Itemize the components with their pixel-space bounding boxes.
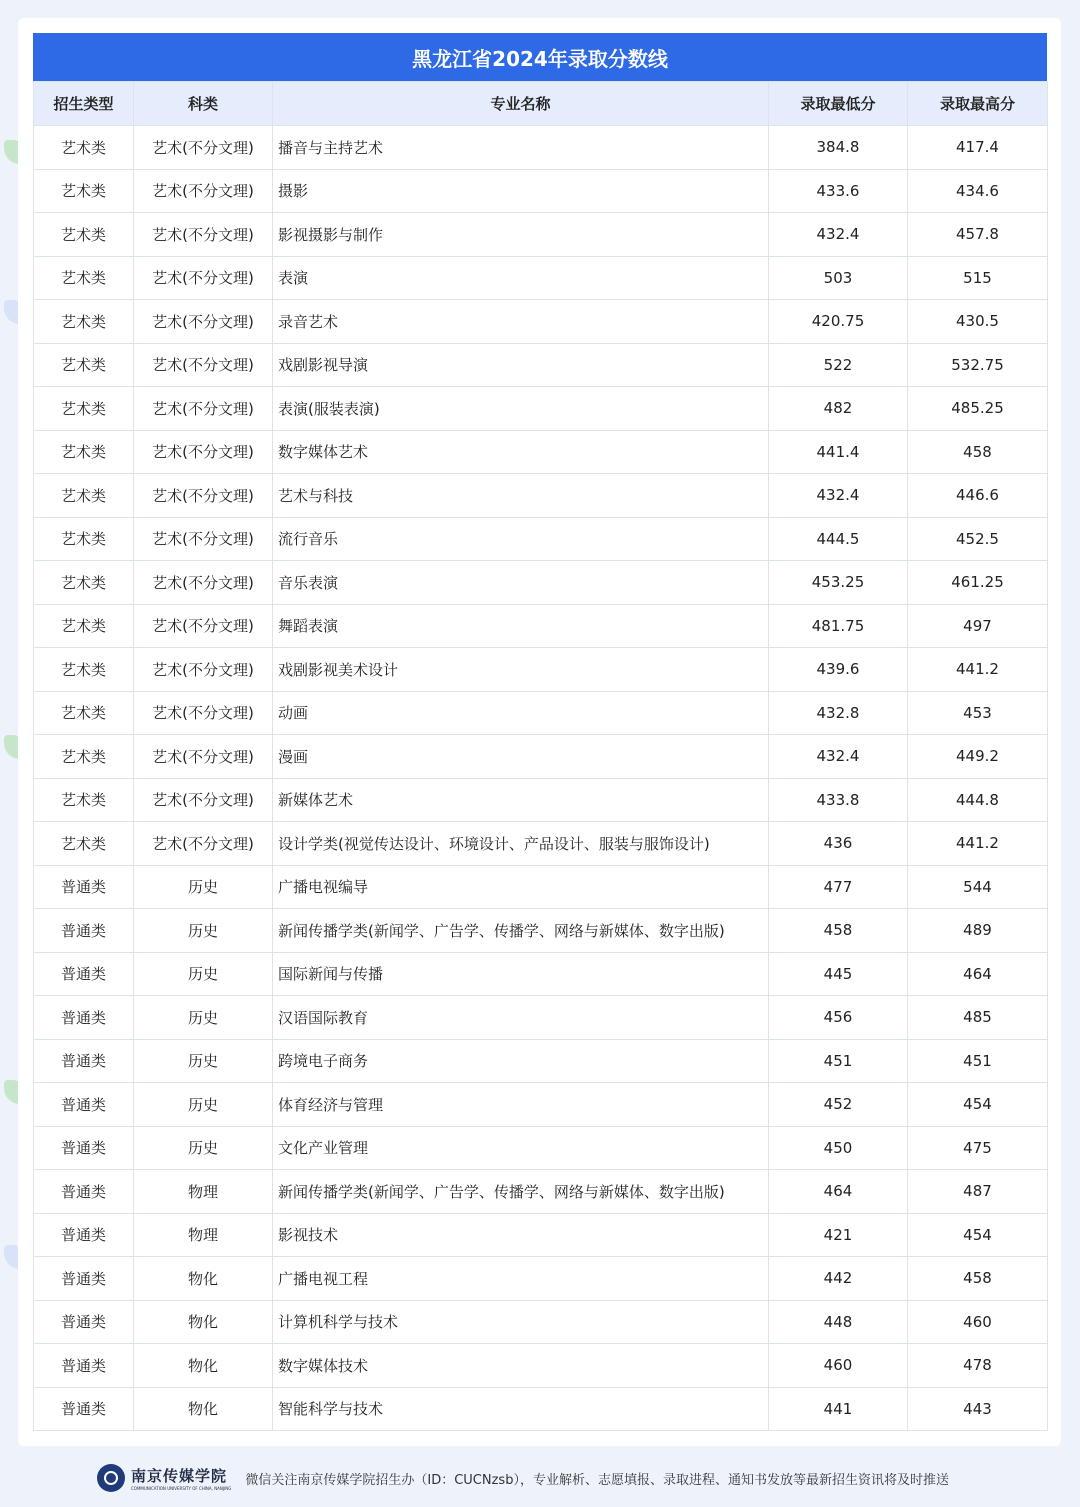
- table-title: 黑龙江省2024年录取分数线: [33, 33, 1047, 81]
- cell-enrollment-type: 艺术类: [34, 213, 134, 257]
- footer-notice: 微信关注南京传媒学院招生办（ID：CUCNzsb），专业解析、志愿填报、录取进程、通知书发放等最新招生资讯将及时推送: [245, 1472, 949, 1488]
- cell-min-score: 432.4: [769, 735, 908, 779]
- cell-min-score: 432.8: [769, 691, 908, 735]
- cell-subject: 艺术(不分文理): [134, 169, 273, 213]
- cell-min-score: 436: [769, 822, 908, 866]
- table-row: [34, 1083, 1048, 1127]
- cell-subject: 历史: [134, 1083, 273, 1127]
- cell-min-score: 456: [769, 996, 908, 1040]
- cell-major-name: 新闻传播学类(新闻学、广告学、传播学、网络与新媒体、数字出版): [273, 909, 769, 953]
- cell-major-name: 数字媒体技术: [273, 1344, 769, 1388]
- cell-subject: 艺术(不分文理): [134, 648, 273, 692]
- cell-major-name: 数字媒体艺术: [273, 430, 769, 474]
- cell-max-score: 532.75: [908, 343, 1048, 387]
- cell-major-name: 跨境电子商务: [273, 1039, 769, 1083]
- cell-min-score: 420.75: [769, 300, 908, 344]
- footer: [97, 1462, 949, 1494]
- logo-chinese-name: 南京传媒学院: [131, 1467, 228, 1485]
- cell-min-score: 432.4: [769, 213, 908, 257]
- cell-enrollment-type: 艺术类: [34, 561, 134, 605]
- cell-subject: 艺术(不分文理): [134, 561, 273, 605]
- cell-min-score: 439.6: [769, 648, 908, 692]
- cell-major-name: 播音与主持艺术: [273, 126, 769, 170]
- cell-enrollment-type: 艺术类: [34, 169, 134, 213]
- cell-min-score: 522: [769, 343, 908, 387]
- cell-max-score: 452.5: [908, 517, 1048, 561]
- cell-min-score: 448: [769, 1300, 908, 1344]
- table-row: [34, 387, 1048, 431]
- cell-major-name: 国际新闻与传播: [273, 952, 769, 996]
- cell-major-name: 体育经济与管理: [273, 1083, 769, 1127]
- cell-major-name: 影视技术: [273, 1213, 769, 1257]
- cell-enrollment-type: 普通类: [34, 1039, 134, 1083]
- cell-subject: 艺术(不分文理): [134, 778, 273, 822]
- cell-max-score: 434.6: [908, 169, 1048, 213]
- cell-min-score: 433.6: [769, 169, 908, 213]
- cell-max-score: 443: [908, 1387, 1048, 1431]
- cell-max-score: 515: [908, 256, 1048, 300]
- cell-min-score: 441.4: [769, 430, 908, 474]
- table-row: [34, 1300, 1048, 1344]
- cell-subject: 历史: [134, 865, 273, 909]
- table-row: [34, 430, 1048, 474]
- table-row: [34, 1344, 1048, 1388]
- cell-enrollment-type: 艺术类: [34, 387, 134, 431]
- cell-major-name: 流行音乐: [273, 517, 769, 561]
- cell-major-name: 新闻传播学类(新闻学、广告学、传播学、网络与新媒体、数字出版): [273, 1170, 769, 1214]
- cell-major-name: 智能科学与技术: [273, 1387, 769, 1431]
- table-row: [34, 604, 1048, 648]
- cell-max-score: 487: [908, 1170, 1048, 1214]
- cell-max-score: 444.8: [908, 778, 1048, 822]
- cell-major-name: 计算机科学与技术: [273, 1300, 769, 1344]
- cell-subject: 艺术(不分文理): [134, 822, 273, 866]
- header-enrollment-type: 招生类型: [34, 82, 134, 126]
- cell-max-score: 464: [908, 952, 1048, 996]
- cell-enrollment-type: 普通类: [34, 1083, 134, 1127]
- cell-enrollment-type: 普通类: [34, 909, 134, 953]
- cell-enrollment-type: 普通类: [34, 952, 134, 996]
- cell-subject: 历史: [134, 952, 273, 996]
- cell-subject: 艺术(不分文理): [134, 213, 273, 257]
- cell-max-score: 460: [908, 1300, 1048, 1344]
- cell-min-score: 460: [769, 1344, 908, 1388]
- cell-max-score: 485: [908, 996, 1048, 1040]
- cell-major-name: 漫画: [273, 735, 769, 779]
- cell-max-score: 441.2: [908, 648, 1048, 692]
- cell-max-score: 446.6: [908, 474, 1048, 518]
- table-row: [34, 735, 1048, 779]
- cell-subject: 艺术(不分文理): [134, 691, 273, 735]
- table-row: [34, 865, 1048, 909]
- table-row: [34, 213, 1048, 257]
- cell-subject: 历史: [134, 1126, 273, 1170]
- cell-max-score: 417.4: [908, 126, 1048, 170]
- table-row: [34, 126, 1048, 170]
- cell-enrollment-type: 艺术类: [34, 735, 134, 779]
- cell-major-name: 摄影: [273, 169, 769, 213]
- cell-subject: 物化: [134, 1300, 273, 1344]
- table-row: [34, 1170, 1048, 1214]
- cell-min-score: 453.25: [769, 561, 908, 605]
- cell-subject: 物化: [134, 1387, 273, 1431]
- table-row: [34, 1126, 1048, 1170]
- cell-major-name: 影视摄影与制作: [273, 213, 769, 257]
- table-row: [34, 1039, 1048, 1083]
- cell-enrollment-type: 艺术类: [34, 430, 134, 474]
- cell-enrollment-type: 艺术类: [34, 648, 134, 692]
- table-row: [34, 256, 1048, 300]
- header-min-score: 录取最低分: [769, 82, 908, 126]
- cell-enrollment-type: 艺术类: [34, 300, 134, 344]
- cell-min-score: 450: [769, 1126, 908, 1170]
- cell-max-score: 451: [908, 1039, 1048, 1083]
- cell-major-name: 录音艺术: [273, 300, 769, 344]
- university-seal-icon: [97, 1464, 125, 1492]
- cell-subject: 历史: [134, 996, 273, 1040]
- table-row: [34, 1213, 1048, 1257]
- cell-max-score: 453: [908, 691, 1048, 735]
- cell-major-name: 戏剧影视美术设计: [273, 648, 769, 692]
- university-logo: [97, 1464, 231, 1492]
- cell-enrollment-type: 普通类: [34, 1344, 134, 1388]
- cell-major-name: 表演: [273, 256, 769, 300]
- cell-major-name: 动画: [273, 691, 769, 735]
- header-major-name: 专业名称: [273, 82, 769, 126]
- cell-subject: 物化: [134, 1257, 273, 1301]
- cell-major-name: 设计学类(视觉传达设计、环境设计、产品设计、服装与服饰设计): [273, 822, 769, 866]
- cell-enrollment-type: 普通类: [34, 1126, 134, 1170]
- table-row: [34, 778, 1048, 822]
- logo-english-name: COMMUNICATION UNIVERSITY OF CHINA, NANJING: [131, 1486, 232, 1491]
- table-row: [34, 648, 1048, 692]
- cell-subject: 艺术(不分文理): [134, 126, 273, 170]
- cell-max-score: 489: [908, 909, 1048, 953]
- cell-max-score: 457.8: [908, 213, 1048, 257]
- cell-min-score: 452: [769, 1083, 908, 1127]
- cell-major-name: 舞蹈表演: [273, 604, 769, 648]
- cell-max-score: 475: [908, 1126, 1048, 1170]
- cell-min-score: 481.75: [769, 604, 908, 648]
- admission-score-table: [33, 81, 1048, 1431]
- header-subject: 科类: [134, 82, 273, 126]
- cell-subject: 艺术(不分文理): [134, 300, 273, 344]
- cell-enrollment-type: 艺术类: [34, 474, 134, 518]
- table-row: [34, 691, 1048, 735]
- cell-min-score: 432.4: [769, 474, 908, 518]
- cell-major-name: 文化产业管理: [273, 1126, 769, 1170]
- cell-min-score: 451: [769, 1039, 908, 1083]
- cell-max-score: 544: [908, 865, 1048, 909]
- cell-major-name: 广播电视编导: [273, 865, 769, 909]
- cell-enrollment-type: 艺术类: [34, 822, 134, 866]
- cell-subject: 物化: [134, 1344, 273, 1388]
- table-row: [34, 1257, 1048, 1301]
- cell-max-score: 430.5: [908, 300, 1048, 344]
- cell-min-score: 464: [769, 1170, 908, 1214]
- cell-subject: 艺术(不分文理): [134, 387, 273, 431]
- cell-subject: 艺术(不分文理): [134, 604, 273, 648]
- table-row: [34, 300, 1048, 344]
- cell-subject: 历史: [134, 909, 273, 953]
- cell-max-score: 485.25: [908, 387, 1048, 431]
- cell-subject: 物理: [134, 1213, 273, 1257]
- cell-min-score: 421: [769, 1213, 908, 1257]
- table-row: [34, 1387, 1048, 1431]
- table-row: [34, 517, 1048, 561]
- table-row: [34, 474, 1048, 518]
- cell-major-name: 音乐表演: [273, 561, 769, 605]
- cell-major-name: 汉语国际教育: [273, 996, 769, 1040]
- cell-max-score: 441.2: [908, 822, 1048, 866]
- cell-enrollment-type: 艺术类: [34, 343, 134, 387]
- cell-subject: 艺术(不分文理): [134, 256, 273, 300]
- cell-enrollment-type: 普通类: [34, 996, 134, 1040]
- cell-subject: 历史: [134, 1039, 273, 1083]
- cell-enrollment-type: 艺术类: [34, 778, 134, 822]
- cell-enrollment-type: 普通类: [34, 1257, 134, 1301]
- cell-subject: 艺术(不分文理): [134, 517, 273, 561]
- cell-max-score: 454: [908, 1213, 1048, 1257]
- cell-major-name: 戏剧影视导演: [273, 343, 769, 387]
- cell-enrollment-type: 艺术类: [34, 256, 134, 300]
- cell-enrollment-type: 普通类: [34, 1387, 134, 1431]
- cell-enrollment-type: 普通类: [34, 1300, 134, 1344]
- table-row: [34, 561, 1048, 605]
- cell-min-score: 384.8: [769, 126, 908, 170]
- cell-min-score: 482: [769, 387, 908, 431]
- cell-max-score: 454: [908, 1083, 1048, 1127]
- cell-min-score: 441: [769, 1387, 908, 1431]
- cell-min-score: 442: [769, 1257, 908, 1301]
- table-row: [34, 822, 1048, 866]
- cell-max-score: 458: [908, 430, 1048, 474]
- table-row: [34, 343, 1048, 387]
- cell-min-score: 444.5: [769, 517, 908, 561]
- cell-min-score: 503: [769, 256, 908, 300]
- cell-min-score: 458: [769, 909, 908, 953]
- table-header-row: [34, 82, 1048, 126]
- cell-max-score: 458: [908, 1257, 1048, 1301]
- cell-max-score: 461.25: [908, 561, 1048, 605]
- cell-min-score: 445: [769, 952, 908, 996]
- header-max-score: 录取最高分: [908, 82, 1048, 126]
- cell-max-score: 449.2: [908, 735, 1048, 779]
- cell-major-name: 新媒体艺术: [273, 778, 769, 822]
- cell-enrollment-type: 艺术类: [34, 604, 134, 648]
- cell-major-name: 艺术与科技: [273, 474, 769, 518]
- cell-major-name: 表演(服装表演): [273, 387, 769, 431]
- cell-enrollment-type: 普通类: [34, 1170, 134, 1214]
- cell-subject: 艺术(不分文理): [134, 474, 273, 518]
- cell-min-score: 433.8: [769, 778, 908, 822]
- table-row: [34, 996, 1048, 1040]
- table-row: [34, 169, 1048, 213]
- cell-enrollment-type: 普通类: [34, 865, 134, 909]
- cell-enrollment-type: 普通类: [34, 1213, 134, 1257]
- cell-min-score: 477: [769, 865, 908, 909]
- table-row: [34, 909, 1048, 953]
- cell-enrollment-type: 艺术类: [34, 126, 134, 170]
- table-row: [34, 952, 1048, 996]
- cell-max-score: 478: [908, 1344, 1048, 1388]
- cell-enrollment-type: 艺术类: [34, 517, 134, 561]
- cell-enrollment-type: 艺术类: [34, 691, 134, 735]
- cell-major-name: 广播电视工程: [273, 1257, 769, 1301]
- cell-subject: 艺术(不分文理): [134, 735, 273, 779]
- cell-max-score: 497: [908, 604, 1048, 648]
- cell-subject: 艺术(不分文理): [134, 430, 273, 474]
- cell-subject: 物理: [134, 1170, 273, 1214]
- cell-subject: 艺术(不分文理): [134, 343, 273, 387]
